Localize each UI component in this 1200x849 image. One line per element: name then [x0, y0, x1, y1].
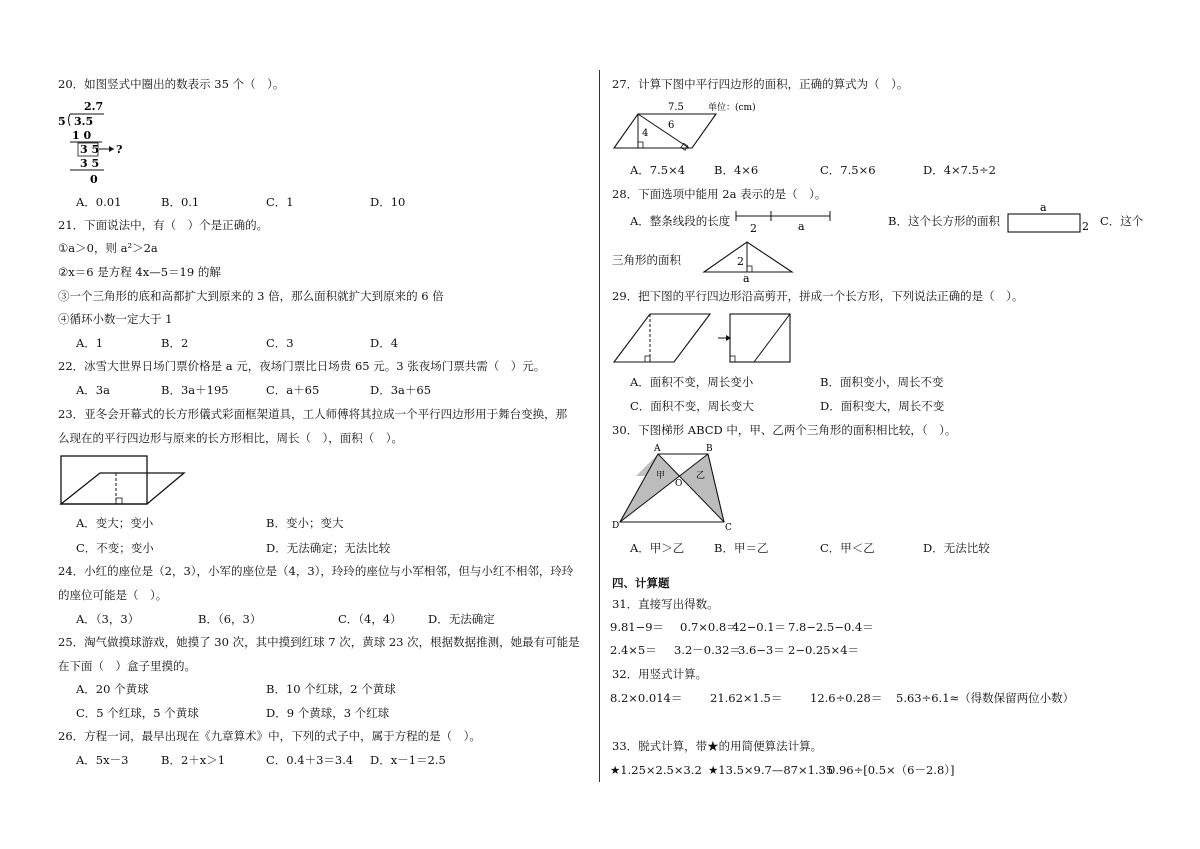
q20-question: 20．如图竖式中圈出的数表示 35 个（ ）。	[58, 77, 285, 91]
q27-option-b[interactable]: B．4×6	[714, 163, 759, 177]
q26-option-d[interactable]: D．x－1＝2.5	[370, 753, 446, 767]
q33-question: 33．脱式计算，带★的用简便算法计算。	[612, 739, 823, 753]
q25-option-a[interactable]: A．20 个黄球	[76, 682, 149, 696]
q31-item-4: 7.8−2.5−0.4＝	[788, 620, 874, 634]
q28-option-a[interactable]: A．整条线段的长度	[630, 214, 731, 228]
q20-long-division-figure	[58, 98, 148, 188]
q27-top-length: 7.5	[668, 102, 684, 113]
q21-item-3: ③一个三角形的底和高都扩大到原来的 3 倍，那么面积就扩大到原来的 6 倍	[58, 289, 444, 303]
q28-option-c-line2: 三角形的面积	[612, 253, 681, 267]
q23-option-a[interactable]: A．变大；变小	[76, 516, 154, 530]
vertex-d-label: D	[612, 521, 620, 531]
q22-option-d[interactable]: D．3a＋65	[370, 383, 432, 397]
q21-item-2: ②x＝6 是方程 4x—5＝19 的解	[58, 265, 221, 279]
q28-rect-a: a	[1040, 201, 1047, 214]
q29-option-a[interactable]: A．面积不变，周长变小	[630, 375, 754, 389]
q30-question: 30．下图梯形 ABCD 中，甲、乙两个三角形的面积相比较，（ ）。	[612, 423, 957, 437]
q25-question-line1: 25．淘气做摸球游戏，她摸了 30 次，其中摸到红球 7 次，黄球 23 次，根据数据推测，她最有可能是	[58, 635, 580, 649]
q20-option-a[interactable]: A．0.01	[76, 195, 122, 209]
q28-rectangle-figure	[1006, 201, 1091, 235]
q28-option-b[interactable]: B．这个长方形的面积	[888, 214, 1000, 228]
division-dividend: 3.5	[74, 115, 94, 128]
q24-question-line1: 24．小红的座位是（2，3），小军的座位是（4，3），玲玲的座位与小军相邻，但与小红不相邻，玲玲	[58, 564, 574, 578]
q23-question-line2: 么现在的平行四边形与原来的长方形相比，周长（ ），面积（ ）。	[58, 431, 403, 445]
q24-option-a[interactable]: A．（3，3）	[76, 612, 140, 626]
division-step1: 1 0	[72, 129, 92, 142]
vertex-a-label: A	[654, 444, 661, 454]
division-divisor: 5	[58, 115, 66, 128]
q33-item-2: ★13.5×9.7—87×1.35	[708, 763, 834, 777]
q20-option-b[interactable]: B．0.1	[161, 195, 200, 209]
q31-item-7: 3.6−3＝	[738, 643, 785, 657]
q25-option-d[interactable]: D．9 个黄球，3 个红球	[266, 706, 390, 720]
q21-option-b[interactable]: B．2	[161, 336, 189, 350]
q31-question: 31．直接写出得数。	[612, 597, 719, 611]
left-column	[58, 0, 593, 849]
q25-option-b[interactable]: B．10 个红球，2 个黄球	[266, 682, 396, 696]
q30-trapezoid-figure	[612, 442, 742, 534]
q23-question-line1: 23．亚冬会开幕式的长方形儀式彩面框架道具，工人师傅将其拉成一个平行四边形用于舞台变换，那	[58, 407, 568, 421]
q22-option-a[interactable]: A．3a	[76, 383, 110, 397]
q21-option-a[interactable]: A．1	[76, 336, 104, 350]
q23-option-c[interactable]: C．不变；变小	[76, 541, 154, 555]
triangle-yi-label: 乙	[696, 471, 706, 481]
q27-option-a[interactable]: A．7.5×4	[630, 163, 686, 177]
q29-option-d[interactable]: D．面积变大，周长不变	[820, 399, 945, 413]
q28-segment-a: a	[798, 220, 805, 233]
center-o-label: O	[675, 479, 683, 489]
q28-segment-figure	[734, 208, 834, 234]
q20-option-d[interactable]: D．10	[370, 195, 406, 209]
division-quotient: 2.7	[84, 100, 104, 113]
q24-option-c[interactable]: C．（4，4）	[338, 612, 402, 626]
q32-item-2: 21.62×1.5＝	[710, 691, 783, 705]
vertex-b-label: B	[706, 444, 713, 454]
q26-option-b[interactable]: B．2＋x＞1	[161, 753, 226, 767]
q25-option-c[interactable]: C．5 个红球，5 个黄球	[76, 706, 199, 720]
q28-segment-two: 2	[750, 222, 757, 235]
q28-triangle-figure	[702, 238, 796, 285]
q29-question: 29．把下图的平行四边形沿高剪开，拼成一个长方形，下列说法正确的是（ ）。	[612, 289, 1024, 303]
vertex-c-label: C	[725, 523, 732, 533]
q28-rect-two: 2	[1082, 220, 1089, 233]
q21-question: 21．下面说法中，有（ ）个是正确的。	[58, 218, 269, 232]
q29-option-b[interactable]: B．面积变小，周长不变	[820, 375, 944, 389]
q31-item-2: 0.7×0.8＝	[680, 620, 738, 634]
q30-option-c[interactable]: C．甲＜乙	[820, 541, 875, 555]
q24-option-b[interactable]: B．（6，3）	[198, 612, 262, 626]
q26-question: 26．方程一词，最早出现在《九章算术》中，下列的式子中，属于方程的是（ ）。	[58, 729, 481, 743]
q27-unit: 单位：(cm)	[708, 103, 756, 113]
q27-option-c[interactable]: C．7.5×6	[820, 163, 876, 177]
q28-question: 28．下面选项中能用 2a 表示的是（ ）。	[612, 187, 827, 201]
q27-option-d[interactable]: D．4×7.5÷2	[923, 163, 996, 177]
q29-cut-parallelogram-figure	[612, 312, 812, 366]
q24-option-d[interactable]: D．无法确定	[428, 612, 495, 626]
q24-question-line2: 的座位可能是（ ）。	[58, 588, 168, 602]
q30-option-b[interactable]: B．甲＝乙	[714, 541, 769, 555]
column-divider	[599, 70, 600, 782]
q23-option-d[interactable]: D．无法确定；无法比较	[266, 541, 391, 555]
q23-rectangle-parallelogram-figure	[60, 455, 185, 507]
triangle-jia-label: 甲	[656, 471, 666, 481]
division-step3: 3 5	[80, 157, 100, 170]
section-4-heading: 四、计算题	[612, 576, 670, 590]
q32-item-1: 8.2×0.014＝	[610, 691, 683, 705]
q21-item-4: ④循环小数一定大于 1	[58, 312, 173, 326]
q22-option-c[interactable]: C．a＋65	[266, 383, 320, 397]
q31-item-5: 2.4×5＝	[610, 643, 657, 657]
q27-question: 27．计算下图中平行四边形的面积，正确的算式为（ ）。	[612, 77, 909, 91]
q22-question: 22．冰雪大世界日场门票价格是 a 元，夜场门票比日场贵 65 元。3 张夜场门票共需（ ）元。	[58, 359, 546, 373]
q31-item-8: 2−0.25×4＝	[788, 643, 860, 657]
division-step2: 3 5	[80, 143, 100, 156]
q29-option-c[interactable]: C．面积不变，周长变大	[630, 399, 754, 413]
q26-option-a[interactable]: A．5x－3	[76, 753, 129, 767]
q32-question: 32．用竖式计算。	[612, 667, 708, 681]
q20-option-c[interactable]: C．1	[266, 195, 294, 209]
q33-item-3: 0.96÷[0.5×（6－2.8）]	[828, 763, 955, 777]
q31-item-6: 3.2－0.32＝	[674, 643, 741, 657]
q33-item-1: ★1.25×2.5×3.2	[610, 763, 702, 777]
q28-triangle-a: a	[743, 272, 750, 285]
q31-item-3: 42−0.1＝	[732, 620, 787, 634]
q21-option-d[interactable]: D．4	[370, 336, 399, 350]
q28-option-c[interactable]: C．这个	[1100, 214, 1144, 228]
q32-item-4: 5.63÷6.1≈（得数保留两位小数）	[896, 691, 1075, 705]
division-remainder: 0	[90, 173, 98, 186]
right-column	[612, 0, 1152, 849]
q25-question-line2: 在下面（ ）盒子里摸的。	[58, 659, 196, 673]
q31-item-1: 9.81−9＝	[610, 620, 665, 634]
q27-height-label: 4	[642, 128, 649, 139]
q21-option-c[interactable]: C．3	[266, 336, 294, 350]
q26-option-c[interactable]: C．0.4＋3＝3.4	[266, 753, 354, 767]
q32-item-3: 12.6÷0.28＝	[810, 691, 883, 705]
arrow-label: ?	[116, 143, 123, 156]
q27-diagonal-label: 6	[668, 120, 675, 131]
q30-option-d[interactable]: D．无法比较	[923, 541, 990, 555]
q30-option-a[interactable]: A．甲＞乙	[630, 541, 685, 555]
q28-triangle-two: 2	[737, 255, 744, 268]
q21-item-1: ①a＞0，则 a²＞2a	[58, 241, 158, 255]
q23-option-b[interactable]: B．变小；变大	[266, 516, 344, 530]
q27-parallelogram-figure	[612, 98, 792, 154]
q22-option-b[interactable]: B．3a＋195	[161, 383, 229, 397]
